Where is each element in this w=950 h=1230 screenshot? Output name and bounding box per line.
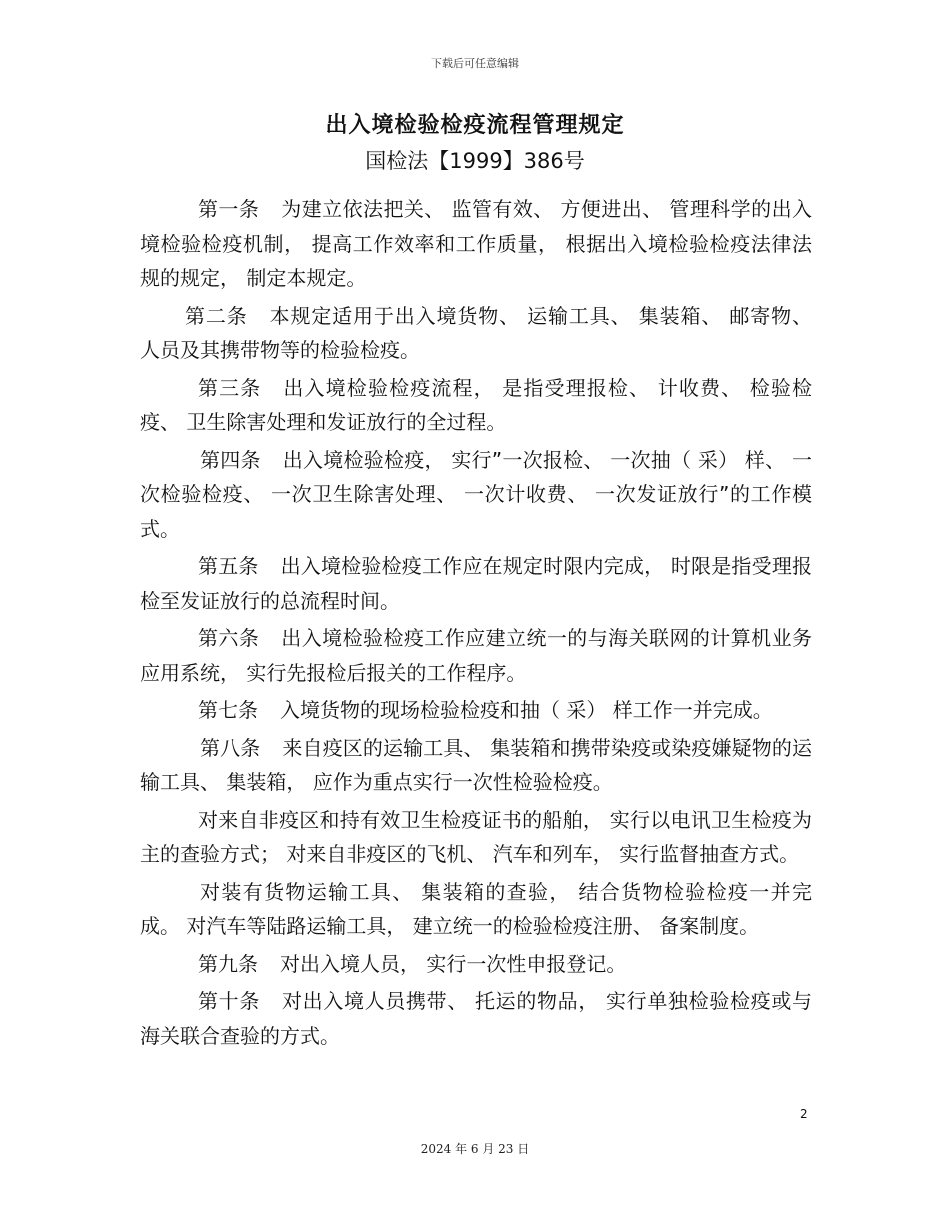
article-8-paragraph-3	[140, 875, 812, 944]
article-number: 第九条	[198, 951, 258, 976]
article-6	[140, 621, 812, 690]
article-number: 第三条	[198, 375, 262, 400]
article-text: 对出入境人员携带、 托运的物品， 实行单独检验检疫或与海关联合查验的方式。	[140, 989, 813, 1048]
article-5	[140, 549, 812, 618]
article-text: 为建立依法把关、 监管有效、 方便进出、 管理科学的出入境检验检疫机制， 提高工作效率和工作质量， 根据出入境检验检疫法律法规的规定， 制定本规定。	[140, 197, 812, 290]
article-8	[140, 731, 812, 800]
document-body	[140, 192, 812, 1056]
page-footer-date: 2024 年 6 月 23 日	[420, 1142, 530, 1156]
article-text: 出入境检验检疫工作应建立统一的与海关联网的计算机业务应用系统， 实行先报检后报关的工作程序。	[140, 626, 813, 685]
article-1	[140, 192, 812, 296]
page-number: 2	[800, 1107, 808, 1121]
article-text: 本规定适用于出入境货物、 运输工具、 集装箱、 邮寄物、 人员及其携带物等的检验检疫。	[140, 303, 812, 362]
article-number: 第六条	[198, 626, 260, 650]
article-number: 第十条	[198, 989, 260, 1013]
article-number: 第七条	[198, 698, 258, 722]
document-title: 出入境检验检疫流程管理规定	[325, 113, 625, 138]
article-3	[140, 371, 812, 440]
document-number: 国检法【1999】386号	[365, 149, 585, 173]
article-text: 对出入境人员， 实行一次性申报登记。	[280, 951, 627, 976]
paragraph-text: 对来自非疫区和持有效卫生检疫证书的船舶， 实行以电讯卫生检疫为主的查验方式； 对来自非疫区的飞机、 汽车和列车， 实行监督抽查方式。	[140, 807, 812, 866]
article-7	[140, 693, 812, 728]
article-number: 第二条	[185, 303, 248, 328]
article-number: 第四条	[200, 447, 261, 472]
article-number: 第五条	[198, 554, 259, 578]
article-10	[140, 984, 812, 1053]
page-header: 下载后可任意编辑	[431, 57, 519, 70]
article-4	[140, 443, 812, 547]
paragraph-text: 对装有货物运输工具、 集装箱的查验， 结合货物检验检疫一并完成。 对汽车等陆路运输工具， 建立统一的检验检疫注册、 备案制度。	[140, 879, 812, 938]
article-2	[140, 299, 812, 368]
article-text: 入境货物的现场检验检疫和抽（ 采） 样工作一并完成。	[280, 698, 773, 722]
article-9	[140, 947, 812, 982]
article-text: 出入境检验检疫工作应在规定时限内完成， 时限是指受理报检至发证放行的总流程时间。	[140, 554, 813, 613]
article-text: 来自疫区的运输工具、 集装箱和携带染疫或染疫嫌疑物的运输工具、 集装箱， 应作为重点实行一次性检验检疫。	[140, 735, 813, 794]
article-text: 出入境检验检疫流程， 是指受理报检、 计收费、 检验检疫、 卫生除害处理和发证放行的全过程。	[140, 375, 812, 434]
article-number: 第八条	[200, 735, 261, 760]
article-8-paragraph-2	[140, 803, 812, 872]
article-number: 第一条	[198, 197, 260, 221]
article-text: 出入境检验检疫， 实行”一次报检、 一次抽（ 采） 样、 一次检验检疫、 一次卫生除害处理、 一次计收费、 一次发证放行”的工作模式。	[140, 447, 813, 541]
